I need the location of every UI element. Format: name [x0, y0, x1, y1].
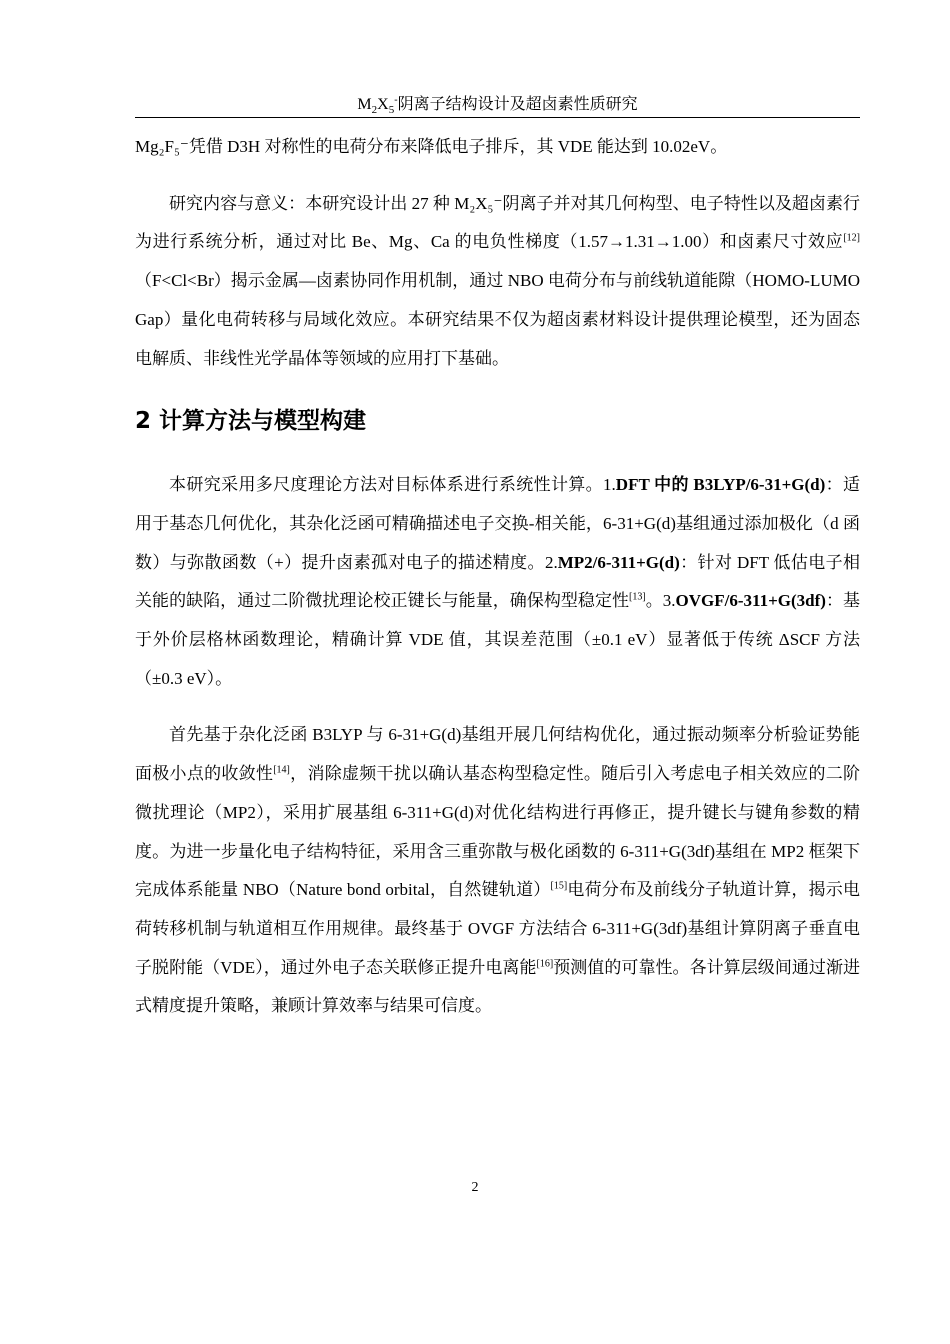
process-text-3: 电荷分布及前线分子轨道计算，揭示电荷转移机制与轨道相互作用规律。最终基于 OVGF 方法结合 6-311+G(3df)基组计算阴离子垂直电子脱附能（VDE），通过外电子态关联修正提升电离能	[135, 880, 861, 977]
header-title-rest: 阴离子结构设计及超卤素性质研究	[397, 96, 638, 113]
citation-16: [16]	[536, 958, 554, 969]
methods-text-3: ：针对 DFT 低估电子相关能的缺陷，通过二阶微扰理论校正键长与能量，确保构型稳定性	[135, 552, 860, 611]
header-rule	[135, 117, 860, 118]
citation-13: [13]	[629, 591, 646, 603]
citation-12: [12]	[843, 232, 860, 244]
citation-14: [14]	[273, 764, 290, 776]
section-heading: 2 计算方法与模型构建	[135, 408, 367, 435]
paragraph-continuation-text: Mg₂F₅⁻凭借 D3H 对称性的电荷分布来降低电子排斥，其 VDE 能达到 10.02eV。	[135, 137, 728, 156]
body-text	[135, 128, 860, 1026]
method-b3lyp: DFT 中的 B3LYP/6-31+G(d)	[615, 475, 826, 495]
process-text-1: 首先基于杂化泛函 B3LYP 与 6-31+G(d)基组开展几何结构优化，通过振动频率分析验证势能面极小点的收敛性	[135, 725, 860, 784]
method-ovgf: OVGF/6-311+G(3df)	[675, 591, 826, 611]
header-title-prefix: M	[357, 96, 372, 113]
running-header	[135, 94, 860, 117]
intro-text-1: 研究内容与意义：本研究设计出 27 种 M₂X₅⁻阴离子并对其几何构型、电子特性以及超卤素行为进行系统分析，通过对比 Be、Mg、Ca 的电负性梯度（1.57→1.31→1.00）和卤素尺寸效应	[135, 193, 860, 252]
paragraph-continuation	[135, 128, 860, 167]
process-text-2: ，消除虚频干扰以确认基态构型稳定性。随后引入考虑电子相关效应的二阶微扰理论（MP2），采用扩展基组 6-311+G(d)对优化结构进行再修正，提升键长与键角参数的精度。为进一步量化电子结构特征，采用含三重弥散与极化函数的 6-311+G(3df)基组在 MP2 框架下完成体系能量 NBO（Nature bond orbital，自然键轨道）	[135, 764, 861, 900]
methods-text-4: 。3.	[645, 591, 676, 611]
paragraph-research-significance	[135, 185, 860, 379]
intro-text-2: （F<Cl<Br）揭示金属—卤素协同作用机制，通过 NBO 电荷分布与前线轨道能隙（HOMO-LUMO Gap）量化电荷转移与局域化效应。本研究结果不仅为超卤素材料设计提供理论模型，还为固态电解质、非线性光学晶体等领域的应用打下基础。	[135, 271, 860, 368]
citation-15: [15]	[550, 880, 568, 892]
methods-text-1: 本研究采用多尺度理论方法对目标体系进行系统性计算。1.	[169, 475, 616, 495]
method-mp2: MP2/6-311+G(d)	[557, 552, 680, 572]
methods-text-2: ：适用于基态几何优化，其杂化泛函可精确描述电子交换-相关能，6-31+G(d)基组通过添加极化（d 函数）与弥散函数（+）提升卤素孤对电子的描述精度。2.	[135, 475, 861, 572]
header-title-mid: X	[377, 96, 389, 113]
methods-text-5: ：基于外价层格林函数理论，精确计算 VDE 值，其误差范围（±0.1 eV）显著低于传统 ΔSCF 方法（±0.3 eV）。	[135, 591, 861, 688]
header-title-sub1: 2	[371, 104, 378, 117]
paragraph-methods	[135, 466, 860, 698]
paragraph-process	[135, 716, 860, 1026]
process-text-4: 预测值的可靠性。各计算层级间通过渐进式精度提升策略，兼顾计算效率与结果可信度。	[135, 957, 861, 1016]
header-title-sup: -	[394, 94, 398, 106]
header-title-sub2: 5	[388, 104, 395, 117]
page-number: 2	[471, 1180, 479, 1195]
